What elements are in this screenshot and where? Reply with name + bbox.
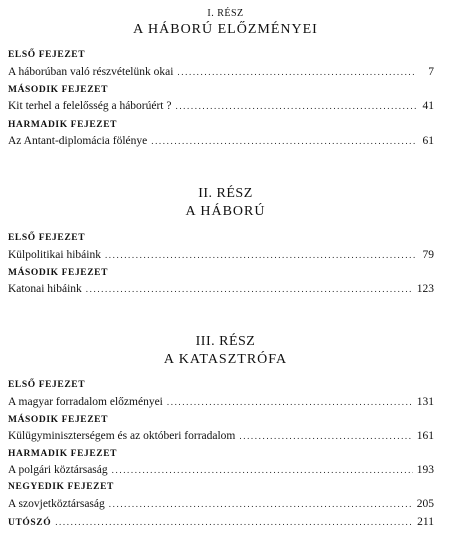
toc-entry-title: Kit terhel a felelősség a háborúért ? (8, 100, 172, 112)
toc-entry-page: 61 (422, 135, 434, 147)
toc-entry[interactable] (8, 134, 434, 148)
toc-entry-title: A szovjetköztársaság (8, 498, 105, 510)
toc-entry-page: 41 (422, 100, 434, 112)
chapter-label: NEGYEDIK FEJEZET (8, 482, 114, 492)
chapter-label: ELSŐ FEJEZET (8, 50, 86, 60)
toc-entry[interactable] (8, 99, 434, 113)
toc-entry-page: 79 (422, 249, 434, 261)
leader-dots (86, 282, 413, 296)
toc-entry[interactable] (8, 282, 434, 296)
toc-entry-epilogue[interactable] (8, 515, 434, 530)
toc-entry-title: A háborúban való részvételünk okai (8, 66, 174, 78)
toc-entry-title: A magyar forradalom előzményei (8, 396, 163, 408)
leader-dots (55, 515, 413, 529)
part-2-number: II. RÉSZ (198, 186, 253, 201)
part-3-number: III. RÉSZ (195, 334, 256, 349)
toc-entry-page: 205 (416, 498, 434, 510)
toc-entry-page: 211 (417, 516, 434, 528)
toc-entry-title: Katonai hibáink (8, 283, 82, 295)
chapter-label: MÁSODIK FEJEZET (8, 268, 109, 278)
leader-dots (151, 134, 416, 148)
toc-entry[interactable] (8, 395, 434, 409)
chapter-label: HARMADIK FEJEZET (8, 449, 118, 459)
leader-dots (109, 497, 413, 511)
chapter-label: MÁSODIK FEJEZET (8, 415, 109, 425)
toc-entry[interactable] (8, 429, 434, 443)
chapter-label: ELSŐ FEJEZET (8, 380, 86, 390)
toc-entry-title: Külügyminiszterségem és az októberi forradalom (8, 430, 236, 442)
toc-entry-page: 123 (416, 283, 434, 295)
part-1-number: I. RÉSZ (207, 8, 244, 19)
toc-entry[interactable] (8, 497, 434, 511)
leader-dots (177, 65, 416, 79)
leader-dots (175, 99, 416, 113)
chapter-label: ELSŐ FEJEZET (8, 233, 86, 243)
part-2-title: A HÁBORÚ (185, 204, 266, 219)
chapter-label: MÁSODIK FEJEZET (8, 85, 109, 95)
part-1-title: A HÁBORÚ ELŐZMÉNYEI (133, 22, 318, 37)
leader-dots (112, 463, 413, 477)
toc-entry-page: 7 (428, 66, 434, 78)
toc-entry[interactable] (8, 463, 434, 477)
leader-dots (167, 395, 413, 409)
leader-dots (105, 248, 416, 262)
toc-entry-page: 161 (416, 430, 434, 442)
leader-dots (239, 429, 412, 443)
toc-entry-title: A polgári köztársaság (8, 464, 108, 476)
toc-entry-page: 193 (416, 464, 434, 476)
part-3-title: A KATASZTRÓFA (163, 352, 288, 367)
chapter-label: HARMADIK FEJEZET (8, 120, 118, 130)
toc-entry[interactable] (8, 65, 434, 79)
toc-entry[interactable] (8, 248, 434, 262)
toc-entry-page: 131 (416, 396, 434, 408)
toc-entry-title: Külpolitikai hibáink (8, 249, 101, 261)
toc-entry-title: Az Antant-diplomácia fölénye (8, 135, 148, 147)
toc-entry-title: UTÓSZÓ (8, 518, 52, 528)
